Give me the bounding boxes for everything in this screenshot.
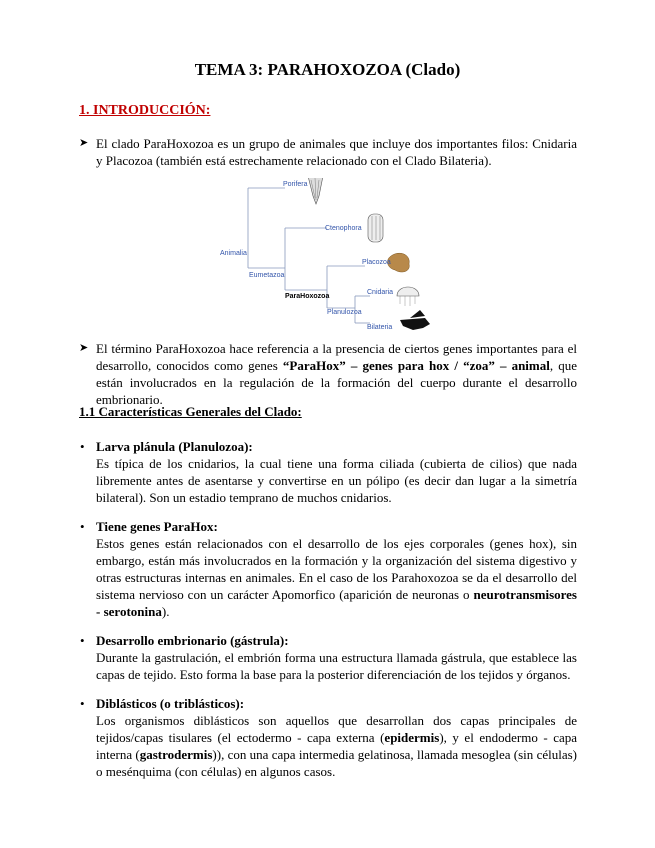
label-parahoxozoa: ParaHoxozoa (285, 293, 330, 300)
label-porifera: Porifera (283, 181, 308, 188)
bullet-text-end: )), con una capa intermedia gelatinosa, llamada mesoglea (sin células) o mesénquima (con células) en algunos casos. (96, 747, 577, 779)
phylogeny-figure (215, 178, 455, 338)
bullet-item-diblasticos (96, 695, 577, 780)
bullet-dot-icon: • (80, 519, 85, 534)
porifera-icon (308, 178, 323, 204)
bullet-text: Es típica de los cnidarios, la cual tiene una forma ciliada (cubierta de cilios) que nada libremente antes de asentarse y convertirse en un pólipo (es decir dan lugar a la simetría bilateral). Son un estadio temprano de muchos cnidarios. (96, 456, 577, 505)
arrow-bullet-icon: ➤ (79, 342, 89, 354)
bullet-title: Desarrollo embrionario (gástrula): (96, 633, 289, 648)
label-planulozoa: Planulozoa (327, 309, 362, 316)
subsection-heading: 1.1 Características Generales del Clado: (79, 404, 302, 419)
bilateria-icon (400, 310, 430, 330)
bullet-text-end: ). (161, 604, 170, 619)
bullet-text-bold: gastrodermis (139, 747, 213, 762)
document-title: TEMA 3: PARAHOXOZOA (Clado) (194, 60, 461, 79)
bullet-title: Tiene genes ParaHox: (96, 519, 218, 534)
bullet-dot-icon: • (80, 439, 85, 454)
bullet-text: Los organismos diblásticos son aquellos que desarrollan dos capas principales de tejidos/capas tisulares (el ectodermo - capa externa ( (96, 713, 577, 745)
ctenophora-icon (368, 214, 383, 242)
intro-p2-bold: “ParaHox” – genes para hox / “zoa” – animal (282, 358, 550, 373)
intro-paragraph-2 (96, 340, 577, 408)
cnidaria-icon (397, 287, 419, 306)
bullet-item-gastrula (96, 632, 577, 683)
bullet-text: Durante la gastrulación, el embrión forma una estructura llamada gástrula, que establece las capas de tejido. Esto forma la base para la posterior diferenciación de los tejidos y órganos. (96, 650, 577, 682)
phylogeny-tree (215, 178, 455, 338)
bullet-title: Larva plánula (Planulozoa): (96, 439, 253, 454)
label-placozoa: Placozoa (362, 259, 391, 266)
label-eumetazoa: Eumetazoa (249, 272, 285, 279)
label-ctenophora: Ctenophora (325, 225, 362, 232)
bullet-text-bold: neurotransmisores - serotonina (96, 587, 577, 619)
bullet-dot-icon: • (80, 696, 85, 711)
bullet-text-bold: epidermis (384, 730, 440, 745)
bullet-item-planula (96, 438, 577, 506)
bullet-dot-icon: • (80, 633, 85, 648)
section-heading: 1. INTRODUCCIÓN: (79, 103, 211, 118)
bullet-title: Diblásticos (o triblásticos): (96, 696, 245, 711)
intro-p2-text: El término ParaHoxozoa hace referencia a la presencia de ciertos genes importantes para el desarrollo, conocidos como genes (96, 341, 577, 373)
label-bilateria: Bilateria (367, 324, 393, 331)
bullet-text: ), y el endodermo - capa interna ( (96, 730, 577, 762)
bullet-text: Estos genes están relacionados con el desarrollo de los ejes corporales (genes hox), sin embargo, están más involucrados en la formación y la organización del sistema digestivo y otras estructuras internas en animales. En el caso de los Parahoxozoa se da el desarrollo del sistema nervioso con un carácter Apomorfico (aparición de neuronas o (96, 536, 577, 602)
bullet-item-parahox (96, 518, 577, 620)
label-animalia: Animalia (220, 250, 247, 257)
intro-paragraph-1: El clado ParaHoxozoa es un grupo de animales que incluye dos importantes filos: Cnidaria y Placozoa (también está estrechamente relacionado con el Clado Bilateria). (96, 136, 577, 168)
intro-p2-text-end: , que están involucrados en la regulación de la formación del cuerpo durante el desarrollo embrionario. (96, 358, 577, 407)
label-cnidaria: Cnidaria (367, 289, 394, 296)
arrow-bullet-icon: ➤ (79, 137, 89, 149)
